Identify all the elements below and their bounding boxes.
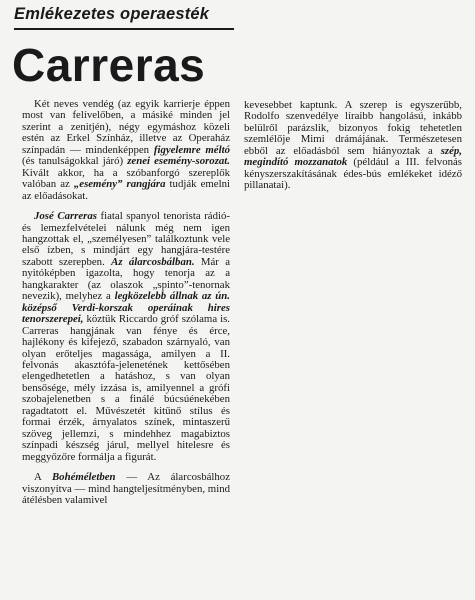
body-text: — Az álarcosbálhoz viszonyítva — mind hangteljesítményben, mind átélésben valamivel — [22, 471, 230, 506]
kicker-rule — [14, 28, 234, 30]
article-headline: Carreras — [12, 39, 206, 91]
emphasized-text: Bohéméletben — [51, 471, 116, 484]
body-text: kevesebbet kaptunk. A szerep is egyszerűbb, Rodolfo szenvedélye líraibb hangolású, inkább belülről parázslik, bizonyos fokig tehetetlen szemlélője Mimi drámájának. Természetesen ebből az előadásból sem hiányoztak a — [244, 100, 462, 157]
emphasized-text: „esemény” rangjára — [73, 178, 166, 191]
article-right-column — [244, 100, 462, 600]
article-paragraph — [22, 99, 230, 202]
article-paragraph — [244, 100, 462, 192]
body-text: Kivált akkor, ha a szóbanforgó szereplők valóban az — [22, 166, 230, 191]
emphasized-text: szép, megindító mozzanatok — [244, 144, 462, 169]
body-text: Már a nyitóképben igazolta, hogy tenorja az a hangkarakter (az olaszok „spinto”-tenornak nevezik), melyhez a — [22, 255, 230, 303]
article-kicker: Emlékezetes operaesték — [14, 5, 210, 23]
body-text: köztük Riccardo gróf szólama is. Carreras hangjának van fénye és érce, hajlékony és kifejező, szabadon szárnyaló, van olyan erőteljes magassága, amilyen a II. felvonás akasztófa-jelenetének kettősében elengedhetetlen a hatáshoz, s van olyan bensősége, mély izzása is, amilyennel a grófi szobajelenetben s a finálé búcsúénekében ragadtatott el. Művészetét kitűnő stílus és formai érzék, árnyalatos színek, mintaszerű szöveg jellemzi, s mindehhez magabiztos színpadi készség járul, mellyel hitelesre és meggyőzőre formálja a figurát. — [22, 313, 230, 463]
article-paragraph — [22, 472, 230, 506]
body-text: tudják emelni az előadásokat. — [22, 178, 230, 202]
emphasized-text: zenei esemény-sorozat. — [127, 155, 230, 168]
body-text: Két neves vendég (az egyik karrierje éppen most van felívelőben, a másiké minden jel szerint a zenitjén), négy egymáshoz közeli estén az Erkel Színház, illetve az Operaház színpadán — mindenképpen — [22, 99, 230, 156]
body-text: fiatal spanyol tenorista rádió- és lemezfelvételei nálunk még nem igen hangzottak el, „személyesen” találkoztunk vele első ízben, s mindjárt egy hangjára-testére szabott szerepben. — [22, 210, 230, 268]
body-text: (például a III. felvonás kényszerszakításának édes-bús emlékeket idéző pillanatai). — [244, 156, 462, 192]
emphasized-text: legközelebb állnak az ún. középső Verdi-korszak operáinak hires tenorszerepei, — [22, 290, 230, 326]
body-text: A — [34, 471, 52, 484]
emphasized-text: José Carreras — [34, 210, 97, 223]
article-left-column — [22, 99, 230, 599]
body-text: (és tanulságokkal járó) — [22, 155, 128, 168]
emphasized-text: figyelemre méltó — [153, 143, 230, 156]
article-paragraph — [22, 211, 230, 463]
emphasized-text: Az álarcosbálban. — [111, 255, 195, 268]
